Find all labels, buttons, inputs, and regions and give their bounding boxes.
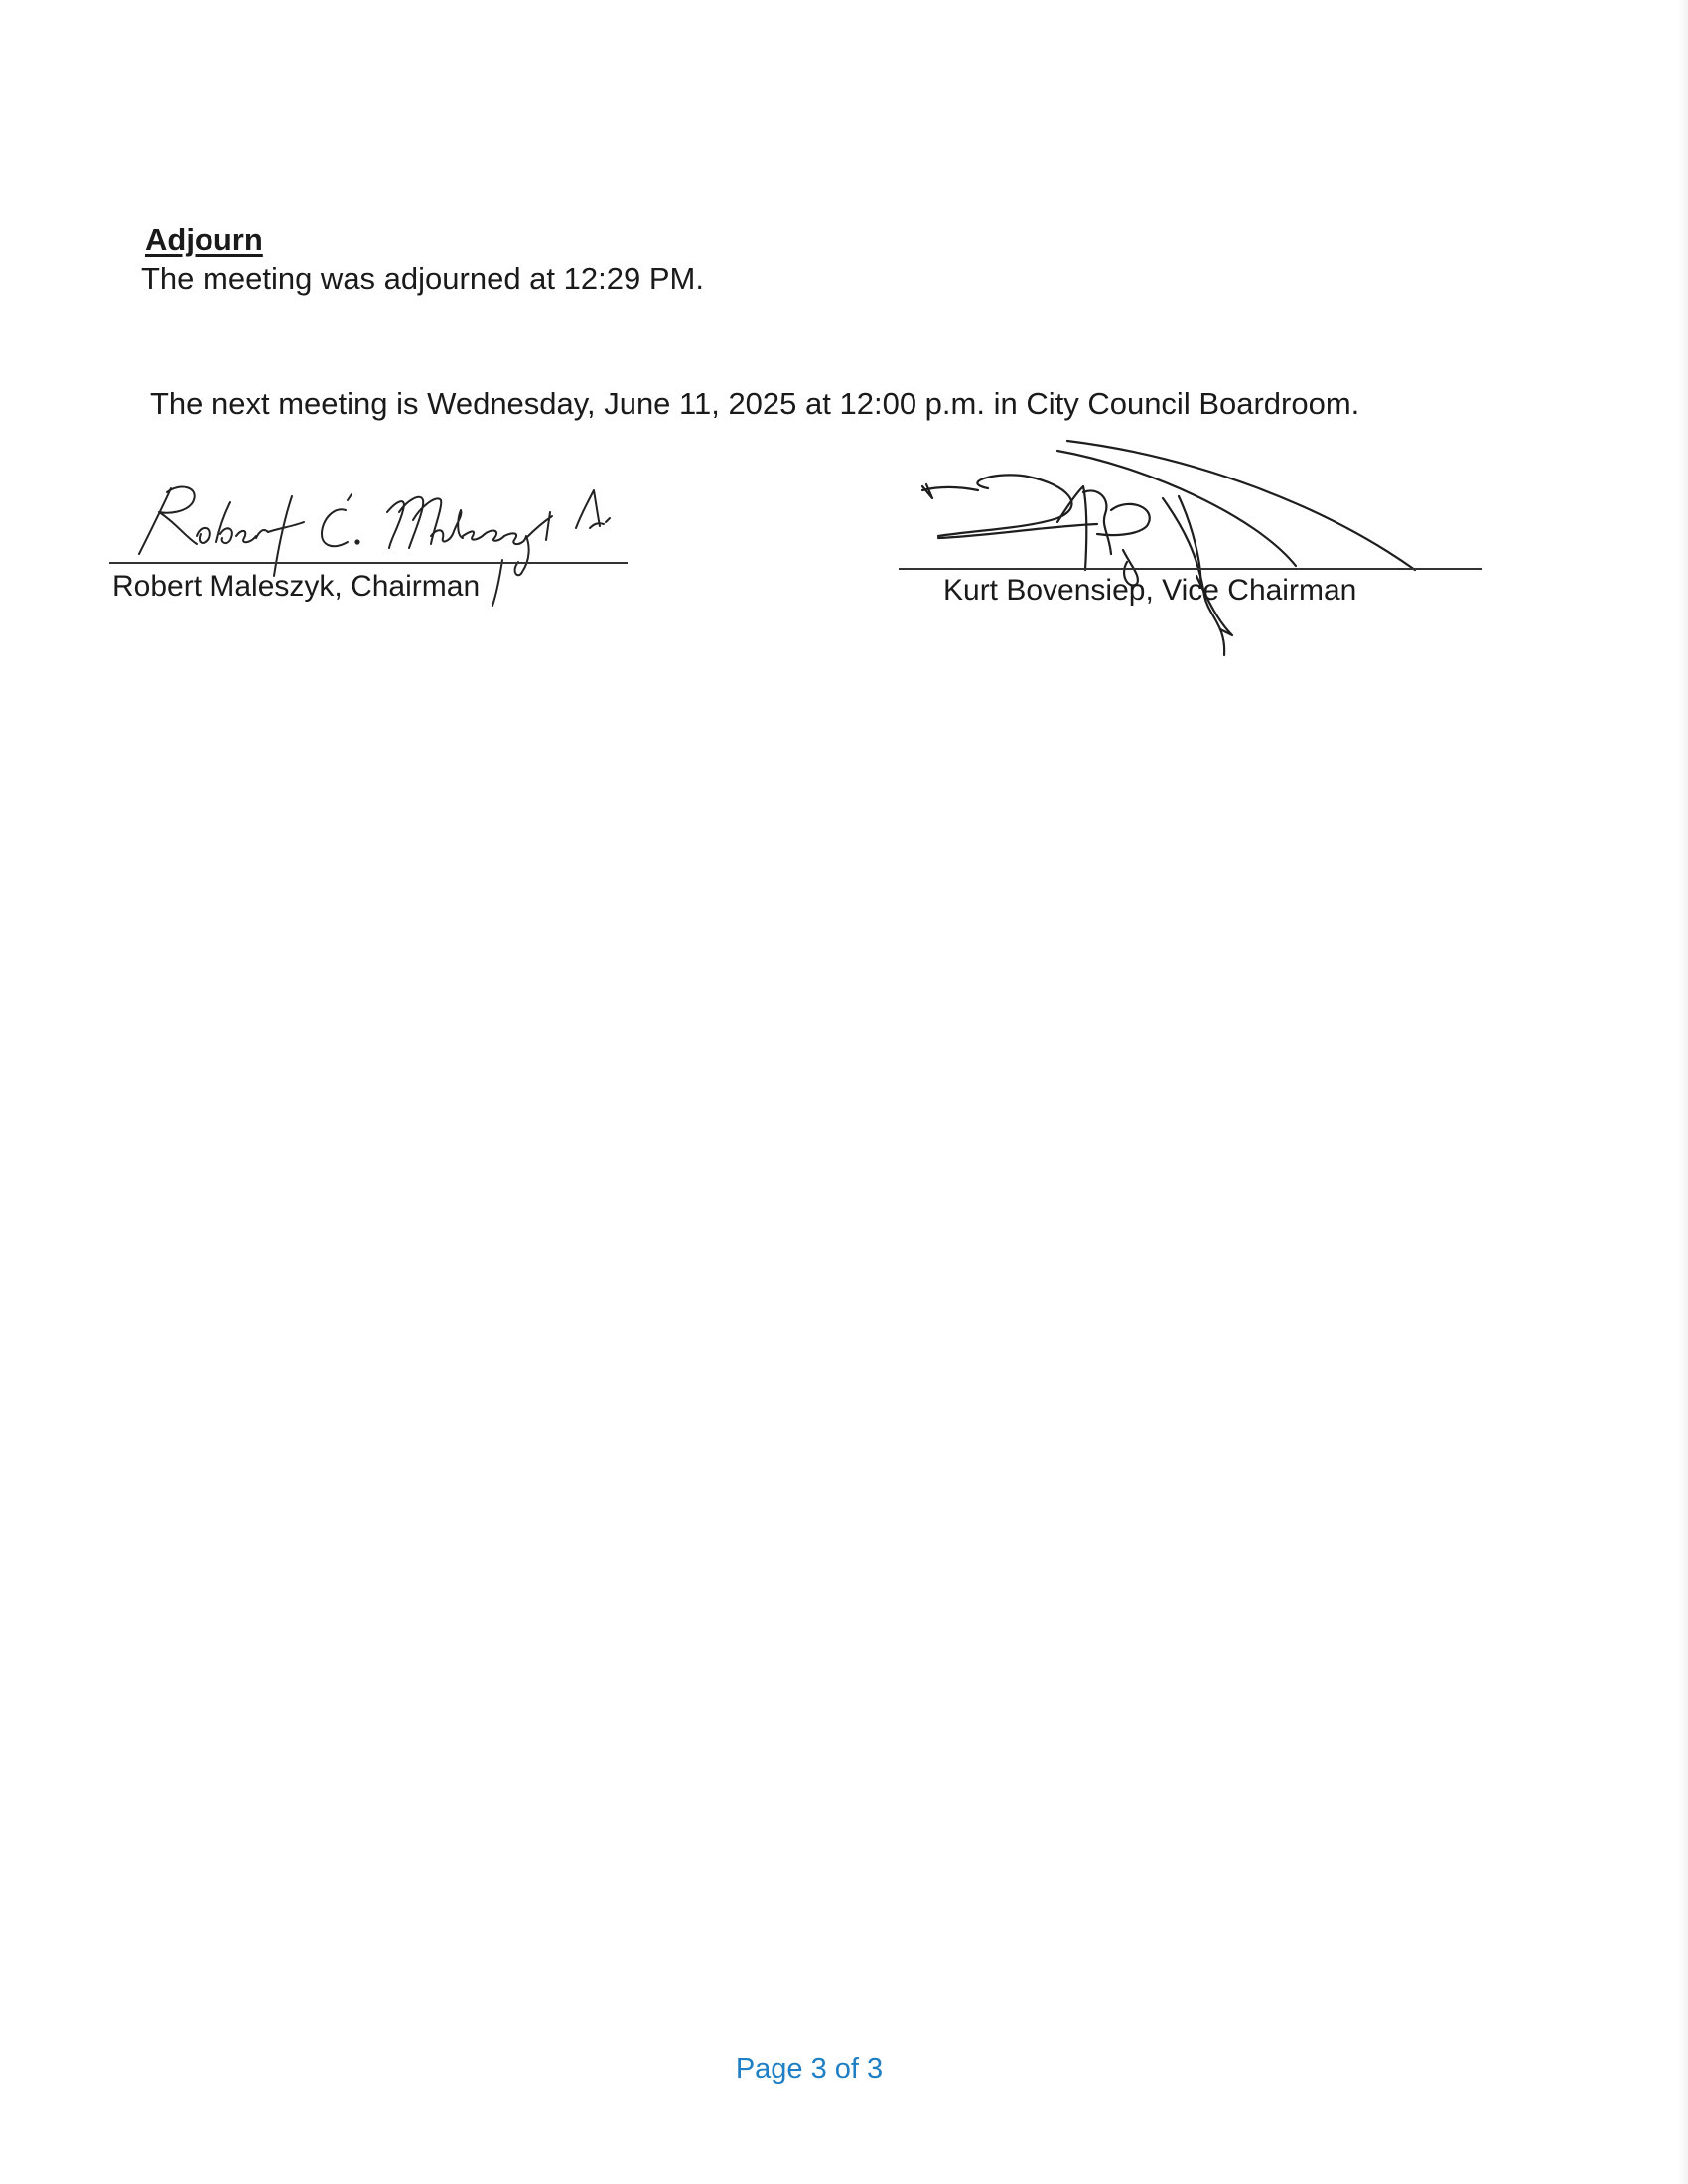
vice-chairman-handwritten-signature bbox=[899, 427, 1484, 665]
chairman-name: Robert Maleszyk, Chairman bbox=[112, 570, 481, 603]
vice-chairman-name: Kurt Bovensiep, Vice Chairman bbox=[943, 574, 1357, 607]
adjourn-text: The meeting was adjourned at 12:29 PM. bbox=[141, 261, 704, 296]
vice-chairman-signature-line bbox=[899, 568, 1482, 570]
vice-chairman-signature-block bbox=[899, 427, 1484, 665]
page-edge-shadow bbox=[1678, 0, 1688, 2184]
adjourn-heading: Adjourn bbox=[145, 222, 263, 257]
chairman-signature-block bbox=[109, 477, 631, 615]
page-number: Page 3 of 3 bbox=[735, 2053, 884, 2085]
chairman-signature-line bbox=[109, 562, 628, 564]
next-meeting-text: The next meeting is Wednesday, June 11, 2025 at 12:00 p.m. in City Council Boardroom. bbox=[150, 386, 1360, 421]
